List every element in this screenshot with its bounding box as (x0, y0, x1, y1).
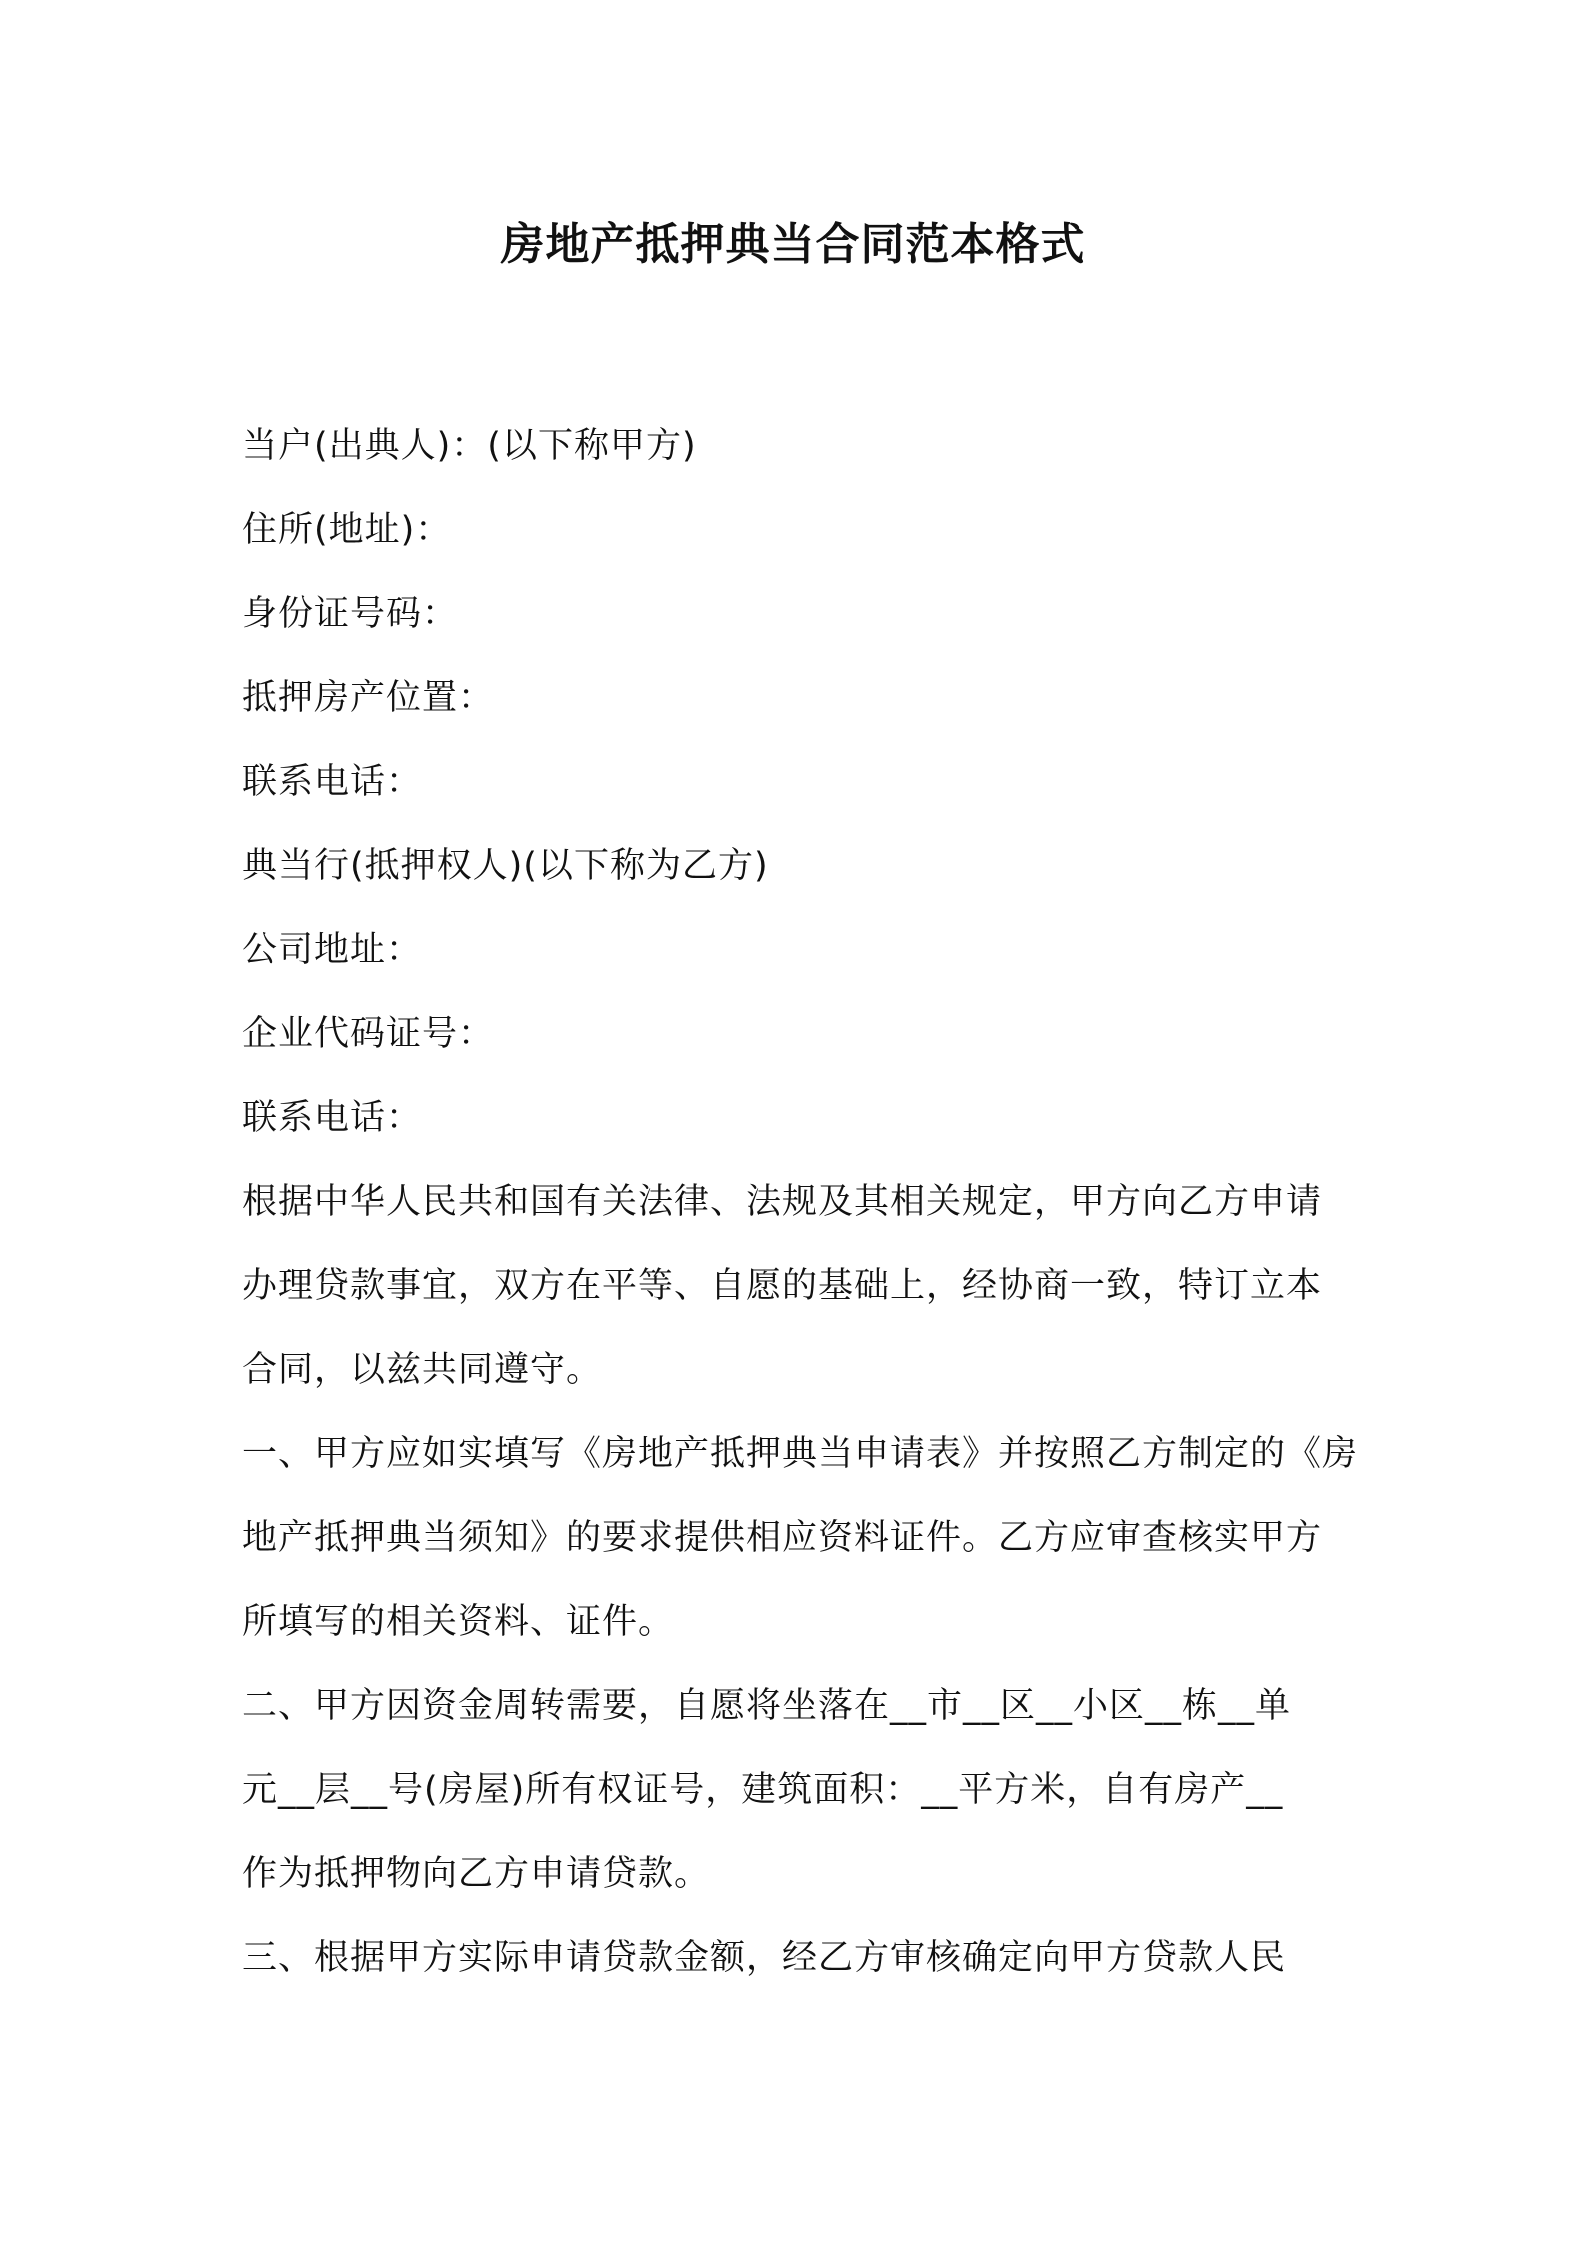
field-address: 住所(地址)： (242, 510, 452, 550)
field-property-location: 抵押房产位置： (242, 678, 495, 718)
clause-2-line: 二、甲方因资金周转需要，自愿将坐落在__市__区__小区__栋__单 (242, 1686, 1292, 1726)
clause-1-line: 一、甲方应如实填写《房地产抵押典当申请表》并按照乙方制定的《房 (242, 1434, 1359, 1474)
field-pledgor: 当户(出典人)：(以下称甲方) (242, 426, 697, 466)
paragraph-preamble-line: 办理贷款事宜，双方在平等、自愿的基础上，经协商一致，特订立本 (242, 1266, 1323, 1306)
field-phone-a: 联系电话： (242, 762, 423, 802)
field-phone-b: 联系电话： (242, 1098, 423, 1138)
document-title: 房地产抵押典当合同范本格式 (500, 219, 1086, 270)
paragraph-preamble-line: 根据中华人民共和国有关法律、法规及其相关规定，甲方向乙方申请 (242, 1182, 1323, 1222)
field-company-address: 公司地址： (242, 930, 423, 970)
clause-1-line: 地产抵押典当须知》的要求提供相应资料证件。乙方应审查核实甲方 (242, 1518, 1323, 1558)
field-id-number: 身份证号码： (242, 594, 459, 634)
clause-2-line: 作为抵押物向乙方申请贷款。 (242, 1854, 711, 1894)
paragraph-preamble-line: 合同，以兹共同遵守。 (242, 1350, 603, 1390)
field-pawnshop: 典当行(抵押权人)(以下称为乙方) (242, 846, 769, 886)
field-enterprise-code: 企业代码证号： (242, 1014, 495, 1054)
clause-3-line: 三、根据甲方实际申请贷款金额，经乙方审核确定向甲方贷款人民 (242, 1938, 1287, 1978)
clause-2-line: 元__层__号(房屋)所有权证号，建筑面积：__平方米，自有房产__ (242, 1770, 1284, 1810)
document-body (242, 404, 1359, 2000)
clause-1-line: 所填写的相关资料、证件。 (242, 1602, 675, 1642)
